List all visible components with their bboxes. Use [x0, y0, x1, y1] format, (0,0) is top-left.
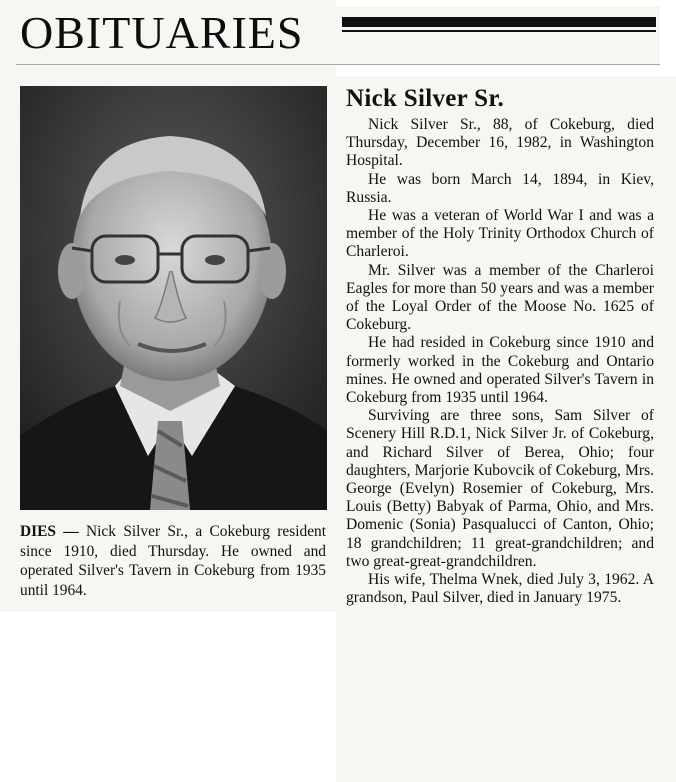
obituary-headline: Nick Silver Sr. [346, 85, 504, 112]
portrait-photo [20, 86, 327, 510]
section-title: OBITUARIES [20, 7, 304, 58]
portrait-illustration [20, 86, 327, 510]
paragraph: Mr. Silver was a member of the Charleroi Eagles for more than 50 years and was a member of the Loyal Order of the Moose No. 1625 of Cokeburg. [346, 261, 654, 334]
paragraph: Surviving are three sons, Sam Silver of Scenery Hill R.D.1, Nick Silver Jr. of Cokeburg, and Richard Silver of Berea, Ohio; four daughters, Marjorie Kubovcik of Cokeburg, Mrs. George (Evelyn) Rosemier of Cokeburg, Mrs. Louis (Betty) Babyak of Parma, Ohio, and Mrs. Domenic (Sonia) Pasqualucci of Canton, Ohio; 18 grandchildren; 11 great-grandchildren; and two great-great-grandchildren. [346, 407, 654, 570]
paragraph: He was born March 14, 1894, in Kiev, Russia. [346, 170, 654, 206]
paragraph: His wife, Thelma Wnek, died July 3, 1962. A grandson, Paul Silver, died in January 1975. [346, 571, 654, 607]
masthead-rule-thick [342, 17, 656, 27]
caption-lead: DIES — [20, 523, 79, 540]
masthead-rule-thin [342, 30, 656, 32]
caption-text: Nick Silver Sr., a Cokeburg resident since 1910, died Thursday. He owned and operated Silver's Tavern in Cokeburg from 1935 until 1964. [20, 523, 326, 599]
masthead-underline [16, 64, 660, 65]
paragraph: Nick Silver Sr., 88, of Cokeburg, died Thursday, December 16, 1982, in Washington Hospital. [346, 116, 654, 170]
paragraph: He was a veteran of World War I and was a member of the Holy Trinity Orthodox Church of Charleroi. [346, 207, 654, 261]
photo-caption [20, 522, 326, 600]
obituary-body [346, 116, 654, 607]
paragraph: He had resided in Cokeburg since 1910 and formerly worked in the Cokeburg and Ontario mines. He owned and operated Silver's Tavern in Cokeburg from 1935 until 1964. [346, 334, 654, 407]
